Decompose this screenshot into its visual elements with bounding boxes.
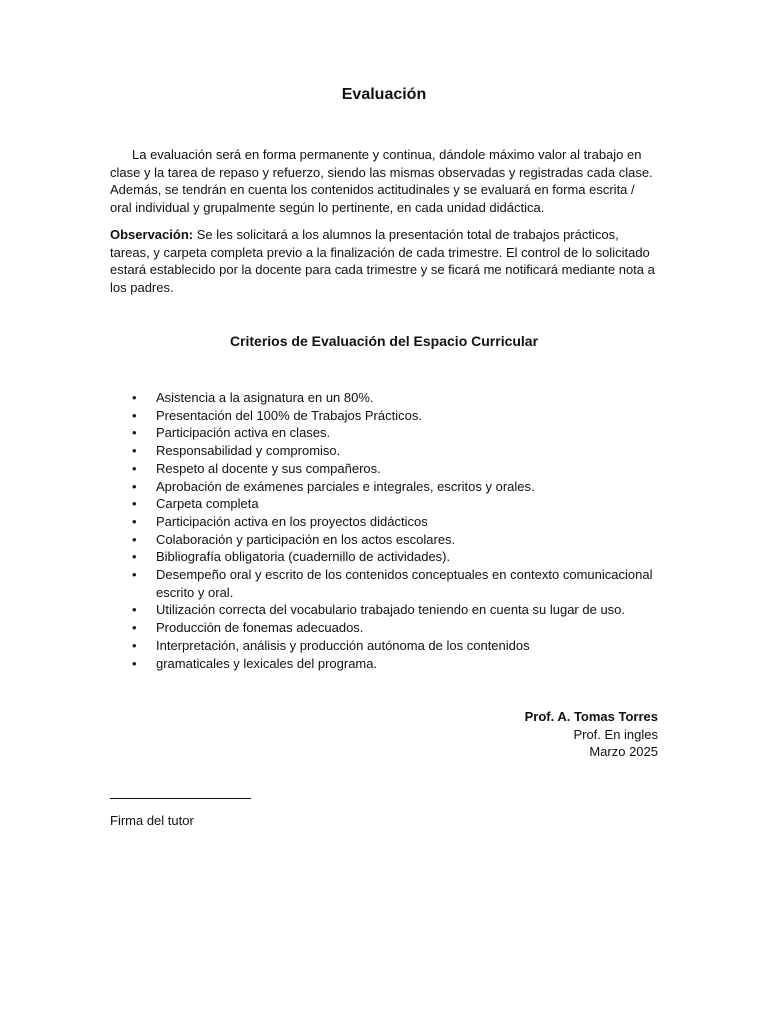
criteria-item-text: Interpretación, análisis y producción autónoma de los contenidos <box>156 637 530 653</box>
criteria-item-text: Utilización correcta del vocabulario trabajado teniendo en cuenta su lugar de uso. <box>156 602 626 618</box>
criteria-item <box>132 531 676 549</box>
tutor-signature-line <box>110 798 251 799</box>
criteria-item <box>132 389 676 407</box>
criteria-item <box>132 619 676 637</box>
bullet-icon: • <box>132 602 137 618</box>
page-title: Evaluación <box>341 86 427 103</box>
criteria-item <box>132 548 676 566</box>
signature-name: Prof. A. Tomas Torres <box>524 709 658 724</box>
bullet-icon: • <box>132 531 137 547</box>
criteria-item <box>132 478 676 496</box>
bullet-icon: • <box>132 443 137 459</box>
criteria-item-text: Asistencia a la asignatura en un 80%. <box>156 390 374 405</box>
criteria-item <box>132 637 676 655</box>
bullet-icon: • <box>132 655 137 671</box>
bullet-icon: • <box>132 567 137 583</box>
bullet-icon: • <box>132 513 137 529</box>
criteria-item <box>132 407 676 425</box>
criteria-item-text: Respeto al docente y sus compañeros. <box>156 460 381 476</box>
criteria-item <box>132 442 676 460</box>
bullet-icon: • <box>132 496 137 512</box>
signature-date: Marzo 2025 <box>589 744 658 759</box>
bullet-icon: • <box>132 549 137 565</box>
observation-paragraph <box>110 226 658 297</box>
criteria-item-text: Participación activa en los proyectos didácticos <box>156 513 428 529</box>
criteria-item <box>132 566 676 601</box>
criteria-item-text: Carpeta completa <box>156 496 259 512</box>
criteria-item <box>132 513 676 531</box>
criteria-item <box>132 460 676 478</box>
criteria-item-text: Responsabilidad y compromiso. <box>156 443 341 459</box>
signature-role: Prof. En ingles <box>573 726 658 742</box>
criteria-item-text: Aprobación de exámenes parciales e integrales, escritos y orales. <box>156 478 535 494</box>
tutor-signature-label: Firma del tutor <box>110 813 194 828</box>
criteria-title: Criterios de Evaluación del Espacio Curricular <box>229 333 539 349</box>
bullet-icon: • <box>132 407 137 423</box>
bullet-icon: • <box>132 390 137 405</box>
criteria-item-text: Producción de fonemas adecuados. <box>156 620 364 636</box>
criteria-item <box>132 495 676 513</box>
criteria-item-text: Desempeño oral y escrito de los contenidos conceptuales en contexto comunicacional escrito y oral. <box>156 567 653 600</box>
bullet-icon: • <box>132 478 137 494</box>
bullet-icon: • <box>132 460 137 476</box>
criteria-item <box>132 601 676 619</box>
criteria-item <box>132 424 676 442</box>
observation-label: Observación: <box>110 227 194 242</box>
criteria-item-text: gramaticales y lexicales del programa. <box>156 655 378 671</box>
criteria-list <box>132 389 676 672</box>
criteria-item-text: Colaboración y participación en los actos escolares. <box>156 531 456 547</box>
bullet-icon: • <box>132 637 137 653</box>
observation-text: Se les solicitará a los alumnos la presentación total de trabajos prácticos, tareas, y carpeta completa previo a la finalización de cada trimestre. El control de lo solicitado estará establecido por la docente para cada trimestre y se ficará me notificará mediante nota a los padres. <box>110 227 655 296</box>
bullet-icon: • <box>132 620 137 636</box>
signature-block <box>525 708 658 761</box>
evaluation-paragraph: La evaluación será en forma permanente y continua, dándole máximo valor al trabajo en clase y la tarea de repaso y refuerzo, siendo las mismas observadas y registradas cada clase. Además, se tendrán en cuenta los contenidos actitudinales y se evaluará en forma escrita / oral individual y grupalmente según lo pertinente, en cada unidad didáctica. <box>110 147 653 216</box>
criteria-item-text: Bibliografía obligatoria (cuadernillo de actividades). <box>156 549 451 565</box>
criteria-item <box>132 655 676 673</box>
bullet-icon: • <box>132 425 137 441</box>
criteria-item-text: Participación activa en clases. <box>156 425 331 441</box>
criteria-item-text: Presentación del 100% de Trabajos Prácticos. <box>156 407 422 423</box>
